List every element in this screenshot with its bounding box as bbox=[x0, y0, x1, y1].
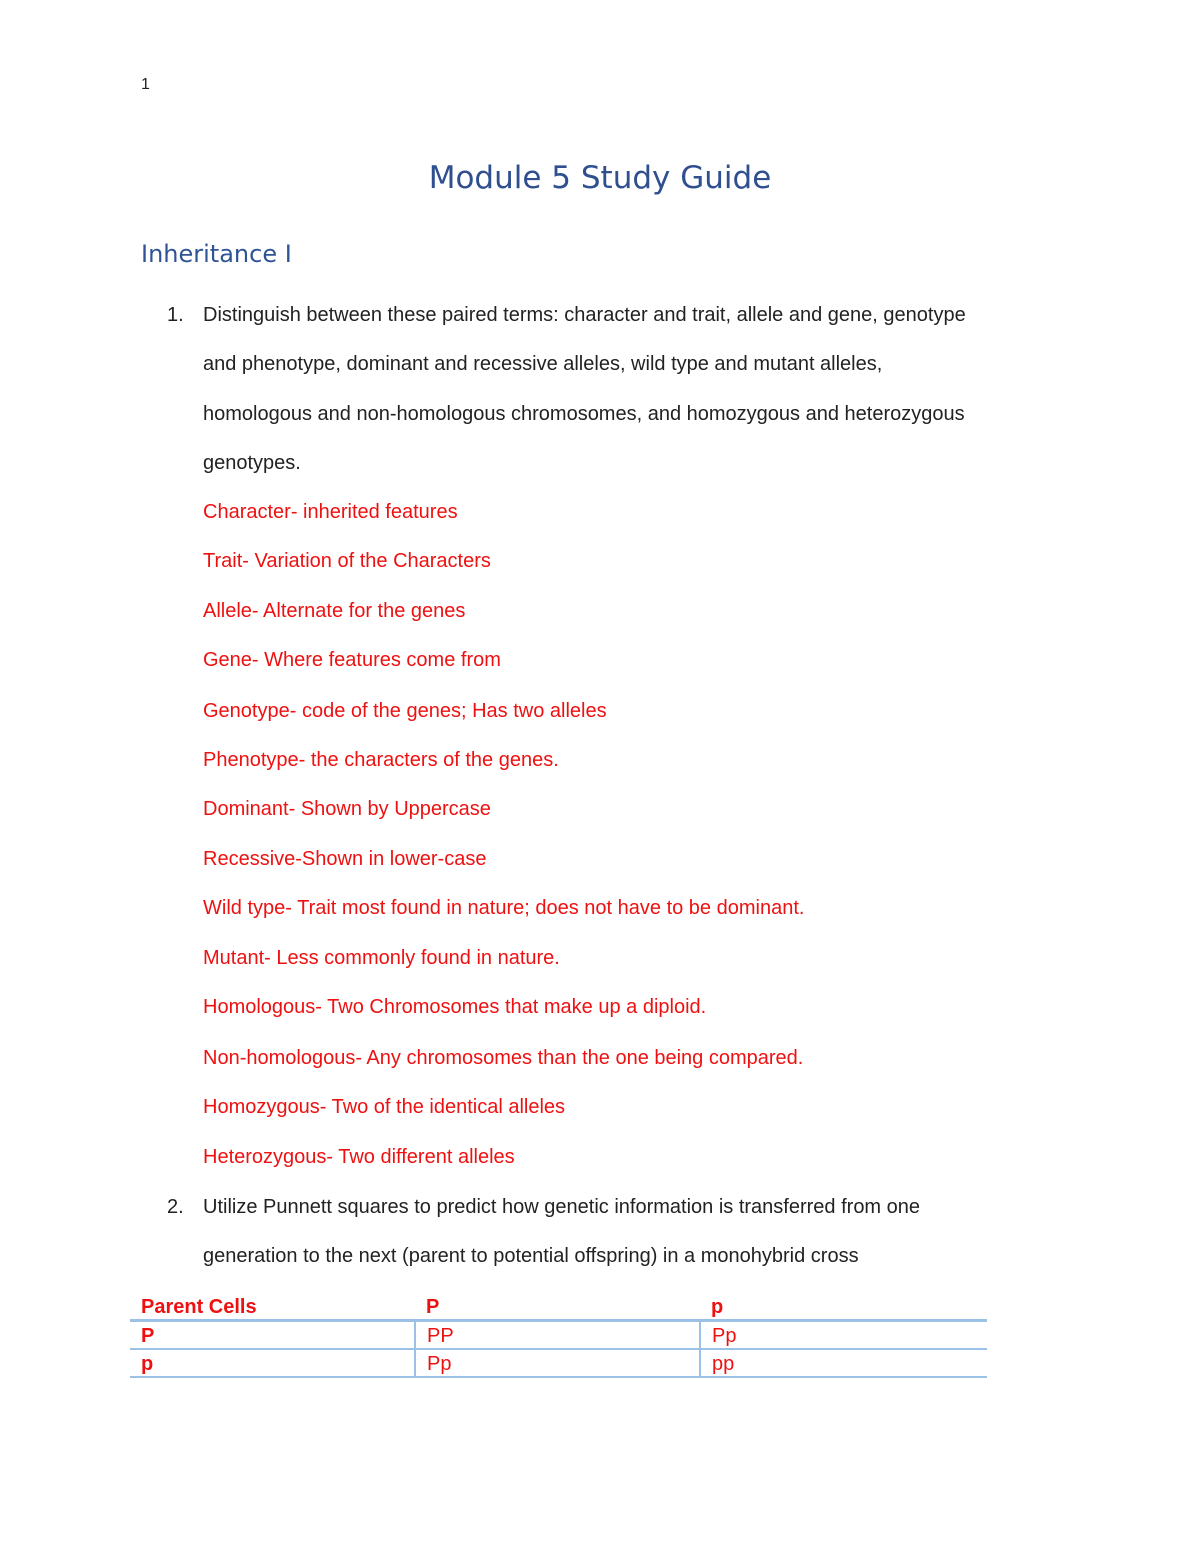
answer-trait: Trait- Variation of the Characters bbox=[203, 550, 491, 572]
answer-wild-type: Wild type- Trait most found in nature; does not have to be dominant. bbox=[203, 897, 805, 919]
answer-phenotype: Phenotype- the characters of the genes. bbox=[203, 749, 559, 771]
table-header-cell: P bbox=[415, 1291, 700, 1321]
question-2-number: 2. bbox=[167, 1196, 184, 1218]
answer-homozygous: Homozygous- Two of the identical alleles bbox=[203, 1096, 566, 1118]
answer-recessive: Recessive-Shown in lower-case bbox=[203, 848, 487, 870]
answer-mutant: Mutant- Less commonly found in nature. bbox=[203, 947, 560, 969]
answer-heterozygous: Heterozygous- Two different alleles bbox=[203, 1146, 515, 1168]
table-cell: pp bbox=[700, 1349, 987, 1377]
table-header-cell: p bbox=[700, 1291, 987, 1321]
table-cell: PP bbox=[415, 1321, 700, 1350]
answer-gene: Gene- Where features come from bbox=[203, 649, 501, 671]
answer-character: Character- inherited features bbox=[203, 501, 458, 523]
table-row bbox=[130, 1349, 987, 1377]
answer-non-homologous: Non-homologous- Any chromosomes than the one being compared. bbox=[203, 1047, 804, 1069]
table-header-cell: Parent Cells bbox=[130, 1291, 415, 1321]
table-cell: Pp bbox=[415, 1349, 700, 1377]
table-cell: Pp bbox=[700, 1321, 987, 1350]
punnett-square-table bbox=[130, 1291, 987, 1378]
question-1-line: homologous and non-homologous chromosomes, and homozygous and heterozygous bbox=[203, 403, 965, 425]
table-header-row bbox=[130, 1291, 987, 1321]
question-1-number: 1. bbox=[167, 304, 184, 326]
answer-dominant: Dominant- Shown by Uppercase bbox=[203, 798, 491, 820]
question-1-line: genotypes. bbox=[203, 452, 301, 474]
table-row bbox=[130, 1321, 987, 1350]
page-title: Module 5 Study Guide bbox=[428, 160, 772, 196]
question-2-line: generation to the next (parent to potential offspring) in a monohybrid cross bbox=[203, 1245, 859, 1267]
question-2-line: Utilize Punnett squares to predict how genetic information is transferred from one bbox=[203, 1196, 921, 1218]
table-row-label: P bbox=[130, 1321, 415, 1350]
page-number: 1 bbox=[141, 76, 150, 93]
answer-genotype: Genotype- code of the genes; Has two alleles bbox=[203, 700, 607, 722]
section-heading: Inheritance I bbox=[141, 240, 292, 268]
question-1-line: Distinguish between these paired terms: character and trait, allele and gene, genotype bbox=[203, 304, 966, 326]
question-1-line: and phenotype, dominant and recessive alleles, wild type and mutant alleles, bbox=[203, 353, 883, 375]
table-row-label: p bbox=[130, 1349, 415, 1377]
answer-allele: Allele- Alternate for the genes bbox=[203, 600, 466, 622]
answer-homologous: Homologous- Two Chromosomes that make up a diploid. bbox=[203, 996, 707, 1018]
